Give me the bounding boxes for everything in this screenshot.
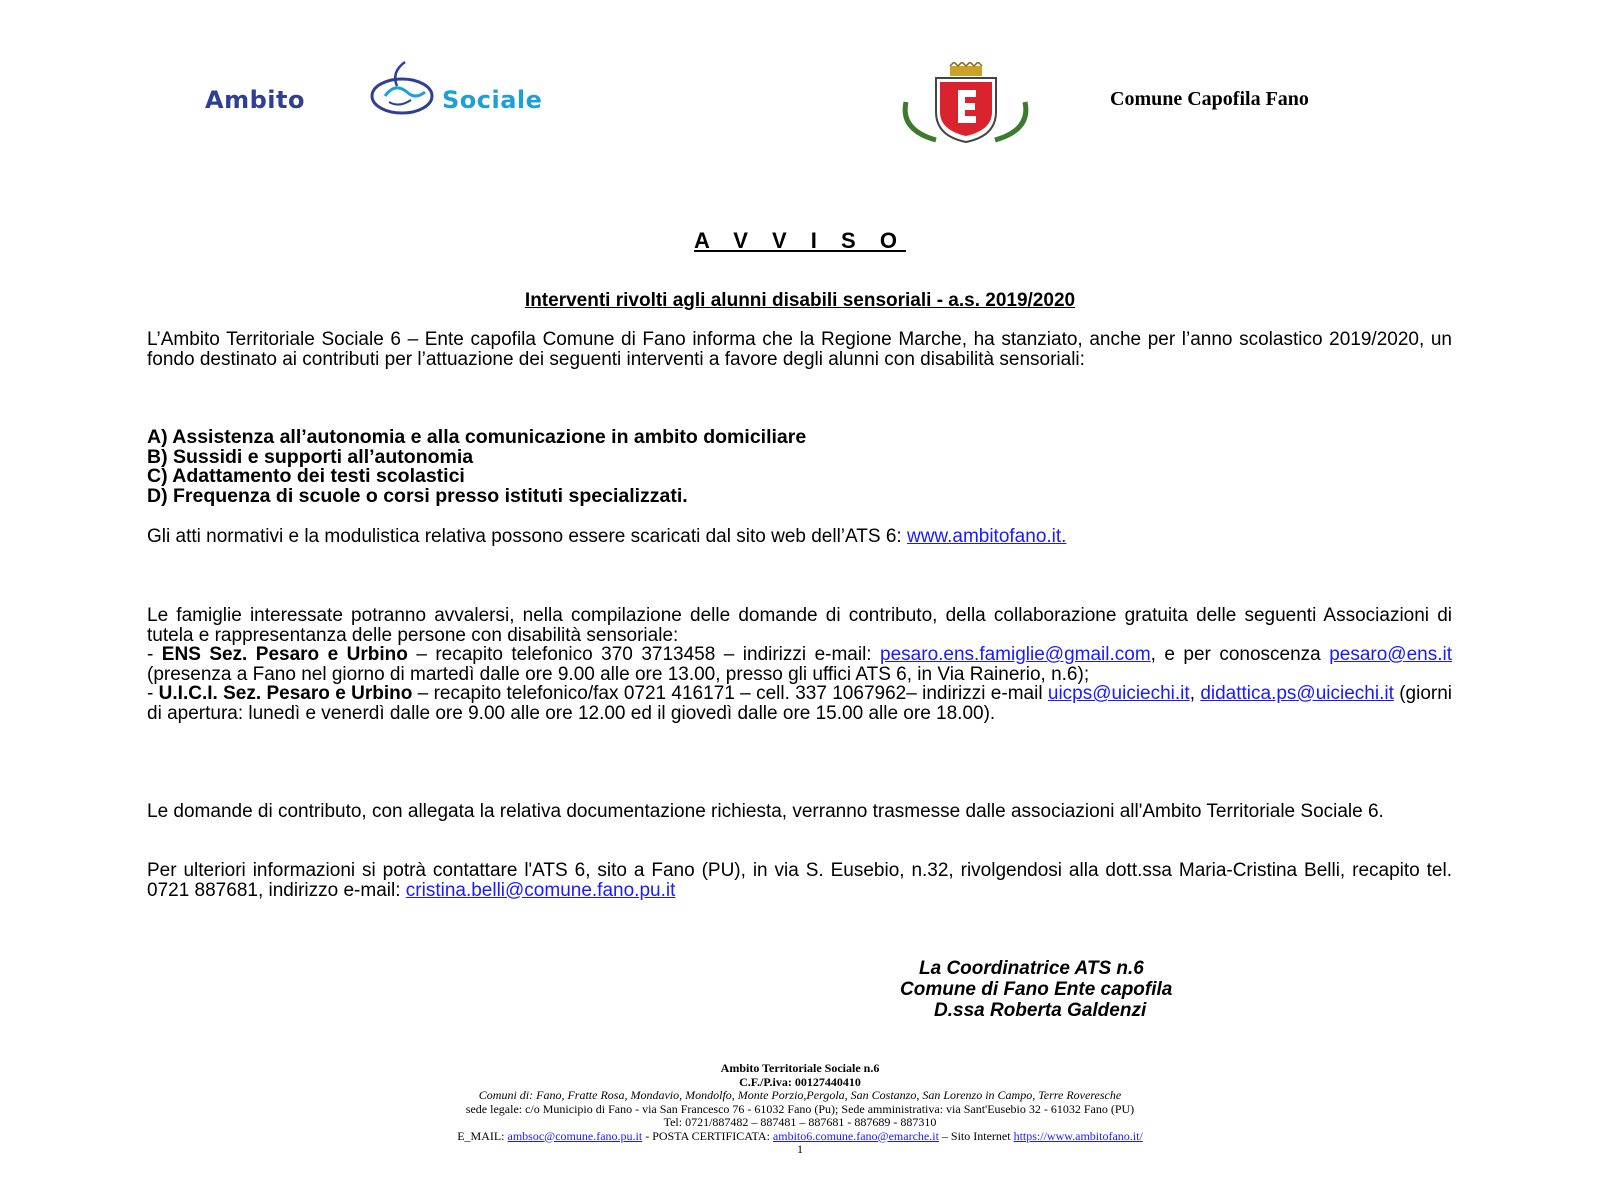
list-item: D) Frequenza di scuole o corsi presso istituti specializzati. bbox=[147, 484, 688, 507]
ens-name: ENS Sez. Pesaro e Urbino bbox=[161, 644, 408, 665]
ambito-sociale-logo bbox=[205, 58, 625, 128]
footer bbox=[0, 1062, 1600, 1157]
interventions-list bbox=[147, 428, 1452, 506]
ens-hours-text: (presenza a Fano nel giorno di martedì dalle ore 9.00 alle ore 13.00, presso gli uffici ATS 6, in Via Rainerio, n.6); bbox=[147, 663, 1090, 685]
ens-cc-text: , e per conoscenza bbox=[1150, 644, 1330, 665]
logo-word-ambito: Ambito bbox=[205, 86, 305, 114]
uici-name: U.I.C.I. Sez. Pesaro e Urbino bbox=[158, 683, 413, 704]
info-paragraph bbox=[147, 861, 1452, 900]
separator-text: , bbox=[1189, 683, 1201, 704]
footer-site-label: – Sito Internet bbox=[938, 1128, 1014, 1143]
list-dash: - bbox=[147, 683, 159, 704]
footer-municipalities: Comuni di: Fano, Fratte Rosa, Mondavio, Mondolfo, Monte Porzio,Pergola, San Costanzo, San Lorenzo in Campo, Terre Roveresche bbox=[478, 1088, 1122, 1102]
list-item: C) Adattamento dei testi scolastici bbox=[147, 465, 465, 487]
signature-line: Comune di Fano Ente capofila bbox=[900, 979, 1173, 1000]
footer-email-link[interactable]: ambsoc@comune.fano.pu.it bbox=[507, 1128, 643, 1143]
website-link[interactable]: www.ambitofano.it. bbox=[906, 526, 1067, 547]
footer-tax-id: C.F./P.iva: 00127440410 bbox=[739, 1074, 861, 1089]
footer-email-label: E_MAIL: bbox=[457, 1128, 508, 1143]
uici-contact-text: – recapito telefonico/fax 0721 416171 – cell. 337 1067962– indirizzi e-mail bbox=[412, 683, 1048, 704]
signature-block bbox=[900, 958, 1400, 1021]
signature-line: La Coordinatrice ATS n.6 bbox=[919, 958, 1144, 979]
notice-subtitle: Interventi rivolti agli alunni disabili sensoriali - a.s. 2019/2020 bbox=[524, 290, 1076, 311]
ens-email-link[interactable]: pesaro.ens.famiglie@gmail.com bbox=[880, 644, 1151, 665]
uici-email-link[interactable]: uicps@uiciechi.it bbox=[1047, 683, 1190, 704]
page-number: 1 bbox=[797, 1142, 803, 1156]
footer-pec-link[interactable]: ambito6.comune.fano@emarche.it bbox=[772, 1128, 939, 1143]
fano-coat-of-arms-icon bbox=[898, 62, 1033, 144]
intro-paragraph: L’Ambito Territoriale Sociale 6 – Ente capofila Comune di Fano informa che la Regione Marche, ha stanziato, anche per l’anno scolastico 2019/2020, un fondo destinato ai contributi per l’attuazione dei seguenti interventi a favore degli alunni con disabilità sensoriali: bbox=[147, 329, 1452, 370]
notice-title: A V V I S O bbox=[694, 228, 906, 253]
logo-hands-icon bbox=[365, 58, 440, 120]
uici-hours-text: (giorni di apertura: lunedì e venerdì dalle ore 9.00 alle ore 12.00 ed il giovedì dalle ore 15.00 alle ore 18.00). bbox=[147, 683, 1452, 724]
list-item: A) Assistenza all’autonomia e alla comunicazione in ambito domiciliare bbox=[147, 426, 807, 448]
footer-pec-label: - POSTA CERTIFICATA: bbox=[642, 1128, 773, 1143]
footer-site-link[interactable]: https://www.ambitofano.it/ bbox=[1013, 1128, 1143, 1143]
download-paragraph bbox=[147, 527, 1452, 547]
logo-word-sociale: Sociale bbox=[442, 86, 543, 114]
contact-email-link[interactable]: cristina.belli@comune.fano.pu.it bbox=[405, 879, 676, 901]
ens-contact-text: – recapito telefonico 370 3713458 – indirizzi e-mail: bbox=[407, 644, 881, 665]
ens-pesaro-email-link[interactable]: pesaro@ens.it bbox=[1329, 644, 1452, 665]
download-text: Gli atti normativi e la modulistica relativa possono essere scaricati dal sito web dell’ATS 6: bbox=[147, 526, 907, 547]
signature-line: D.ssa Roberta Galdenzi bbox=[934, 1000, 1147, 1021]
comune-capofila-title: Comune Capofila Fano bbox=[1110, 88, 1309, 110]
footer-org-name: Ambito Territoriale Sociale n.6 bbox=[720, 1061, 880, 1075]
applications-paragraph: Le domande di contributo, con allegata la relativa documentazione richiesta, verranno trasmesse dalle associazioni all'Ambito Territoriale Sociale 6. bbox=[147, 801, 1384, 822]
footer-addresses: sede legale: c/o Municipio di Fano - via San Francesco 76 - 61032 Fano (Pu); Sede amministrativa: via Sant'Eusebio 32 - 61032 Fano (PU) bbox=[465, 1101, 1135, 1116]
uici-didattica-email-link[interactable]: didattica.ps@uiciechi.it bbox=[1200, 683, 1394, 704]
footer-phones: Tel: 0721/887482 – 887481 – 887681 - 887689 - 887310 bbox=[663, 1115, 937, 1129]
associations-intro: Le famiglie interessate potranno avvalersi, nella compilazione delle domande di contributo, della collaborazione gratuita delle seguenti Associazioni di tutela e rappresentanza delle persone con disabilità sensoriale: bbox=[147, 605, 1452, 646]
list-item: B) Sussidi e supporti all’autonomia bbox=[147, 445, 474, 468]
associations-paragraph bbox=[147, 606, 1452, 723]
info-text: Per ulteriori informazioni si potrà contattare l'ATS 6, sito a Fano (PU), in via S. Eusebio, n.32, rivolgendosi alla dott.ssa Maria-Cristina Belli, recapito tel. 0721 887681, indirizzo e-mail: bbox=[147, 860, 1452, 901]
list-dash: - bbox=[147, 644, 162, 665]
footer-contacts bbox=[0, 1130, 1600, 1144]
